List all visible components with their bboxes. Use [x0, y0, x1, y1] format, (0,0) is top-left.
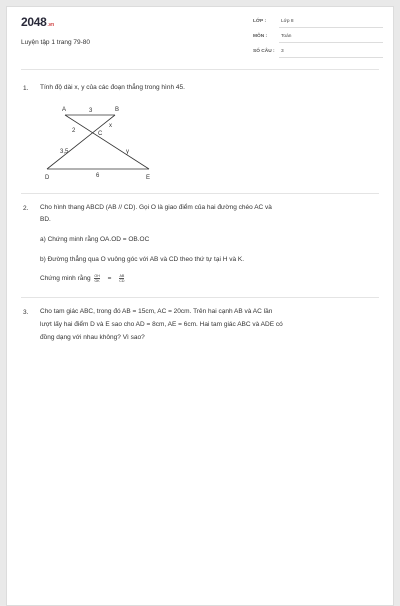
segment-ae [65, 115, 149, 169]
q3-line-3: đồng dạng với nhau không? Vì sao? [40, 334, 145, 341]
q1-number: 1. [23, 85, 29, 92]
equals-sign: = [107, 275, 112, 282]
q2-proof-prefix: Chứng minh rằng [40, 275, 91, 282]
q1-text: Tính độ dài x, y của các đoạn thẳng trong hình 45. [40, 84, 185, 91]
fraction-denominator: CD [119, 278, 125, 283]
meta-underline [279, 27, 383, 28]
fraction-numerator: AB [119, 273, 125, 278]
meta-value-class: Lớp 8 [281, 19, 294, 24]
point-d-label: D [45, 175, 50, 181]
meta-label-class: LỚP : [253, 19, 267, 24]
site-logo[interactable] [21, 15, 54, 29]
meta-underline [279, 42, 383, 43]
segment-bd [47, 115, 115, 169]
meta-underline [279, 57, 383, 58]
logo-suffix: .vn [47, 22, 54, 28]
meta-label-subject: MÔN : [253, 34, 268, 39]
q1-divider [21, 193, 379, 194]
length-de-label: 6 [96, 173, 100, 179]
point-c-label: C [98, 131, 103, 137]
q2-part-a: a) Chứng minh rằng OA.OD = OB.OC [40, 236, 150, 243]
worksheet-subtitle: Luyện tập 1 trang 79-80 [21, 39, 91, 46]
length-ce-label: y [126, 149, 129, 155]
length-ad-label: 3,5 [60, 149, 69, 155]
q3-number: 3. [23, 309, 29, 316]
fraction-ab-cd [119, 274, 124, 283]
point-b-label: B [115, 107, 120, 113]
length-ac-label: 2 [72, 128, 76, 134]
q3-line-1: Cho tam giác ABC, trong đó AB = 15cm, AC = 20cm. Trên hai cạnh AB và AC lần [40, 308, 273, 315]
q2-number: 2. [23, 205, 29, 212]
q2-divider [21, 297, 379, 298]
fraction-denominator: OK [94, 278, 100, 283]
header-divider [21, 69, 379, 70]
point-e-label: E [146, 175, 151, 181]
q2-line-1: Cho hình thang ABCD (AB // CD). Gọi O là giao điểm của hai đường chéo AC và [40, 204, 272, 211]
q2-line-2: BD. [40, 216, 51, 223]
meta-label-count: SỐ CÂU : [253, 49, 275, 54]
q1-figure [35, 101, 165, 185]
meta-value-count: 3 [281, 49, 284, 54]
length-ab-label: 3 [89, 108, 93, 114]
fraction-oh-ok [94, 274, 99, 283]
fraction-numerator: OH [94, 273, 100, 278]
q2-proof-line [40, 273, 126, 285]
q2-part-b: b) Đường thẳng qua O vuông góc với AB và CD theo thứ tự tại H và K. [40, 256, 245, 263]
meta-value-subject: Toán [281, 34, 292, 39]
worksheet-page [6, 6, 394, 606]
logo-main: 2048 [21, 15, 47, 29]
q3-line-2: lượt lấy hai điểm D và E sao cho AD = 8cm, AE = 6cm. Hai tam giác ABC và ADE có [40, 321, 283, 328]
length-bc-label: x [109, 123, 112, 129]
point-a-label: A [62, 107, 67, 113]
